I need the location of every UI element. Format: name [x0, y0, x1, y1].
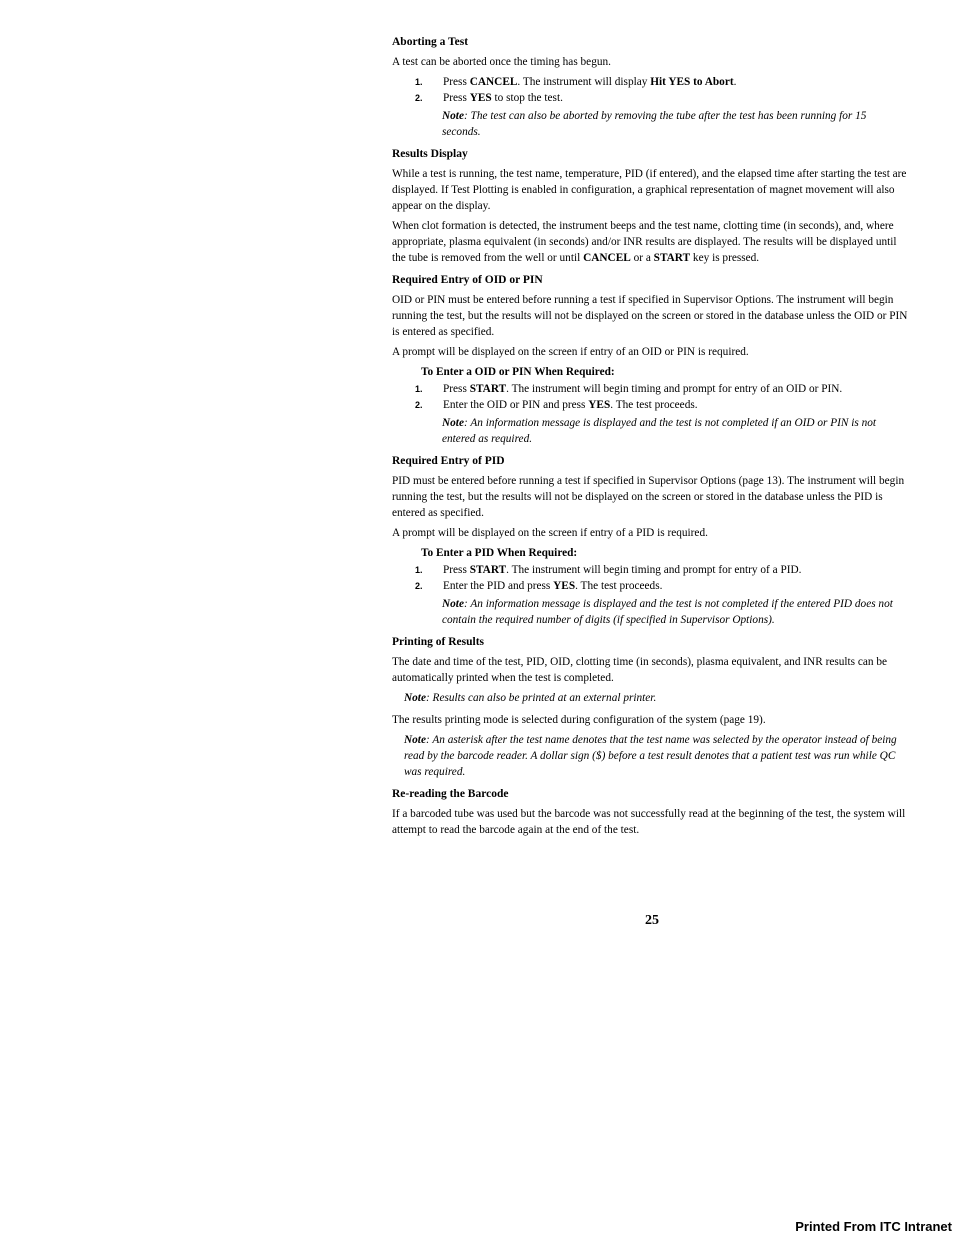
section-printing-of-results — [392, 634, 912, 780]
steps-list — [392, 381, 912, 413]
key-cancel: CANCEL — [469, 76, 518, 88]
section-heading: Aborting a Test — [392, 36, 469, 48]
key-start: START — [469, 383, 507, 395]
key-start: START — [469, 564, 507, 576]
paragraph: A prompt will be displayed on the screen if entry of an OID or PIN is required. — [392, 346, 749, 358]
section-heading: Required Entry of OID or PIN — [392, 274, 543, 286]
key-yes: YES — [588, 399, 611, 411]
paragraph: The results printing mode is selected during configuration of the system (page 19). — [392, 714, 766, 726]
list-item: 2. Press YES to stop the test. — [415, 92, 563, 104]
paragraph: OID or PIN must be entered before running a test if specified in Supervisor Options. The instrument will begin running the test, but the results will not be displayed on the screen or stored in the database unless the OID or PIN is entered as specified. — [392, 294, 908, 338]
paragraph: A prompt will be displayed on the screen if entry of a PID is required. — [392, 527, 708, 539]
sub-heading: To Enter a OID or PIN When Required: — [421, 366, 615, 378]
page-number: 25 — [645, 913, 659, 928]
note-label: Note — [442, 417, 464, 429]
note-label: Note — [442, 110, 464, 122]
key-cancel: CANCEL — [583, 252, 631, 264]
list-item: 1. Press START. The instrument will begin timing and prompt for entry of an OID or PIN. — [415, 383, 843, 395]
note-text: : The test can also be aborted by removing the tube after the test has been running for 15 seconds. — [442, 110, 867, 138]
step-number: 2. — [415, 400, 423, 410]
section-aborting-a-test — [392, 34, 912, 140]
list-item: 1. Press START. The instrument will begin timing and prompt for entry of a PID. — [415, 564, 802, 576]
steps-list — [392, 74, 912, 106]
section-heading: Re-reading the Barcode — [392, 788, 509, 800]
step-number: 1. — [415, 77, 423, 87]
paragraph: The date and time of the test, PID, OID, clotting time (in seconds), plasma equivalent, and INR results can be automatically printed when the test is completed. — [392, 656, 888, 684]
note — [442, 415, 912, 447]
key-yes: YES — [553, 580, 576, 592]
footer-text: Printed From ITC Intranet — [795, 1219, 952, 1234]
document-body — [392, 34, 912, 844]
paragraph: While a test is running, the test name, temperature, PID (if entered), and the elapsed time after starting the test are displayed. If Test Plotting is enabled in configuration, a graphical representation of magnet movement will also appear on the display. — [392, 168, 907, 212]
list-item: 2. Enter the OID or PIN and press YES. The test proceeds. — [415, 399, 698, 411]
note — [404, 690, 912, 706]
note-text: : An asterisk after the test name denotes that the test name was selected by the operator instead of being read by the barcode reader. A dollar sign ($) before a test result denotes that a patient test was run while QC was required. — [404, 734, 897, 778]
note — [442, 108, 912, 140]
note — [404, 732, 912, 780]
section-heading: Printing of Results — [392, 636, 484, 648]
paragraph: PID must be entered before running a test if specified in Supervisor Options (page 13). The instrument will begin running the test, but the results will not be displayed on the screen or stored in the database unless the PID is entered as specified. — [392, 475, 905, 519]
note — [442, 596, 912, 628]
section-rereading-barcode — [392, 786, 912, 838]
section-required-entry-oid-pin — [392, 272, 912, 447]
paragraph: When clot formation is detected, the instrument beeps and the test name, clotting time (in seconds), and, where appropriate, plasma equivalent (in seconds) and/or INR results are displayed. The results will be displayed until the tube is removed from the well or until CANCEL or a START key is pressed. — [392, 220, 897, 264]
step-number: 1. — [415, 384, 423, 394]
paragraph: If a barcoded tube was used but the barcode was not successfully read at the beginning of the test, the system will attempt to read the barcode again at the end of the test. — [392, 808, 906, 836]
note-label: Note — [404, 692, 426, 704]
note-text: : An information message is displayed and the test is not completed if an OID or PIN is not entered as required. — [442, 417, 877, 445]
note-label: Note — [404, 734, 426, 746]
section-required-entry-pid — [392, 453, 912, 628]
note-label: Note — [442, 598, 464, 610]
section-heading: Results Display — [392, 148, 468, 160]
steps-list — [392, 562, 912, 594]
step-number: 2. — [415, 93, 423, 103]
note-text: : An information message is displayed and the test is not completed if the entered PID does not contain the required number of digits (if specified in Supervisor Options). — [442, 598, 893, 626]
section-heading: Required Entry of PID — [392, 455, 505, 467]
list-item: 2. Enter the PID and press YES. The test proceeds. — [415, 580, 663, 592]
note-text: : Results can also be printed at an external printer. — [425, 692, 657, 704]
key-start: START — [653, 252, 691, 264]
sub-heading: To Enter a PID When Required: — [421, 547, 578, 559]
step-number: 2. — [415, 581, 423, 591]
key-yes: YES — [469, 92, 492, 104]
list-item: 1. Press CANCEL. The instrument will display Hit YES to Abort. — [415, 76, 737, 88]
paragraph: A test can be aborted once the timing has begun. — [392, 56, 611, 68]
display-message: Hit YES to Abort — [650, 76, 734, 88]
step-number: 1. — [415, 565, 423, 575]
section-results-display — [392, 146, 912, 266]
